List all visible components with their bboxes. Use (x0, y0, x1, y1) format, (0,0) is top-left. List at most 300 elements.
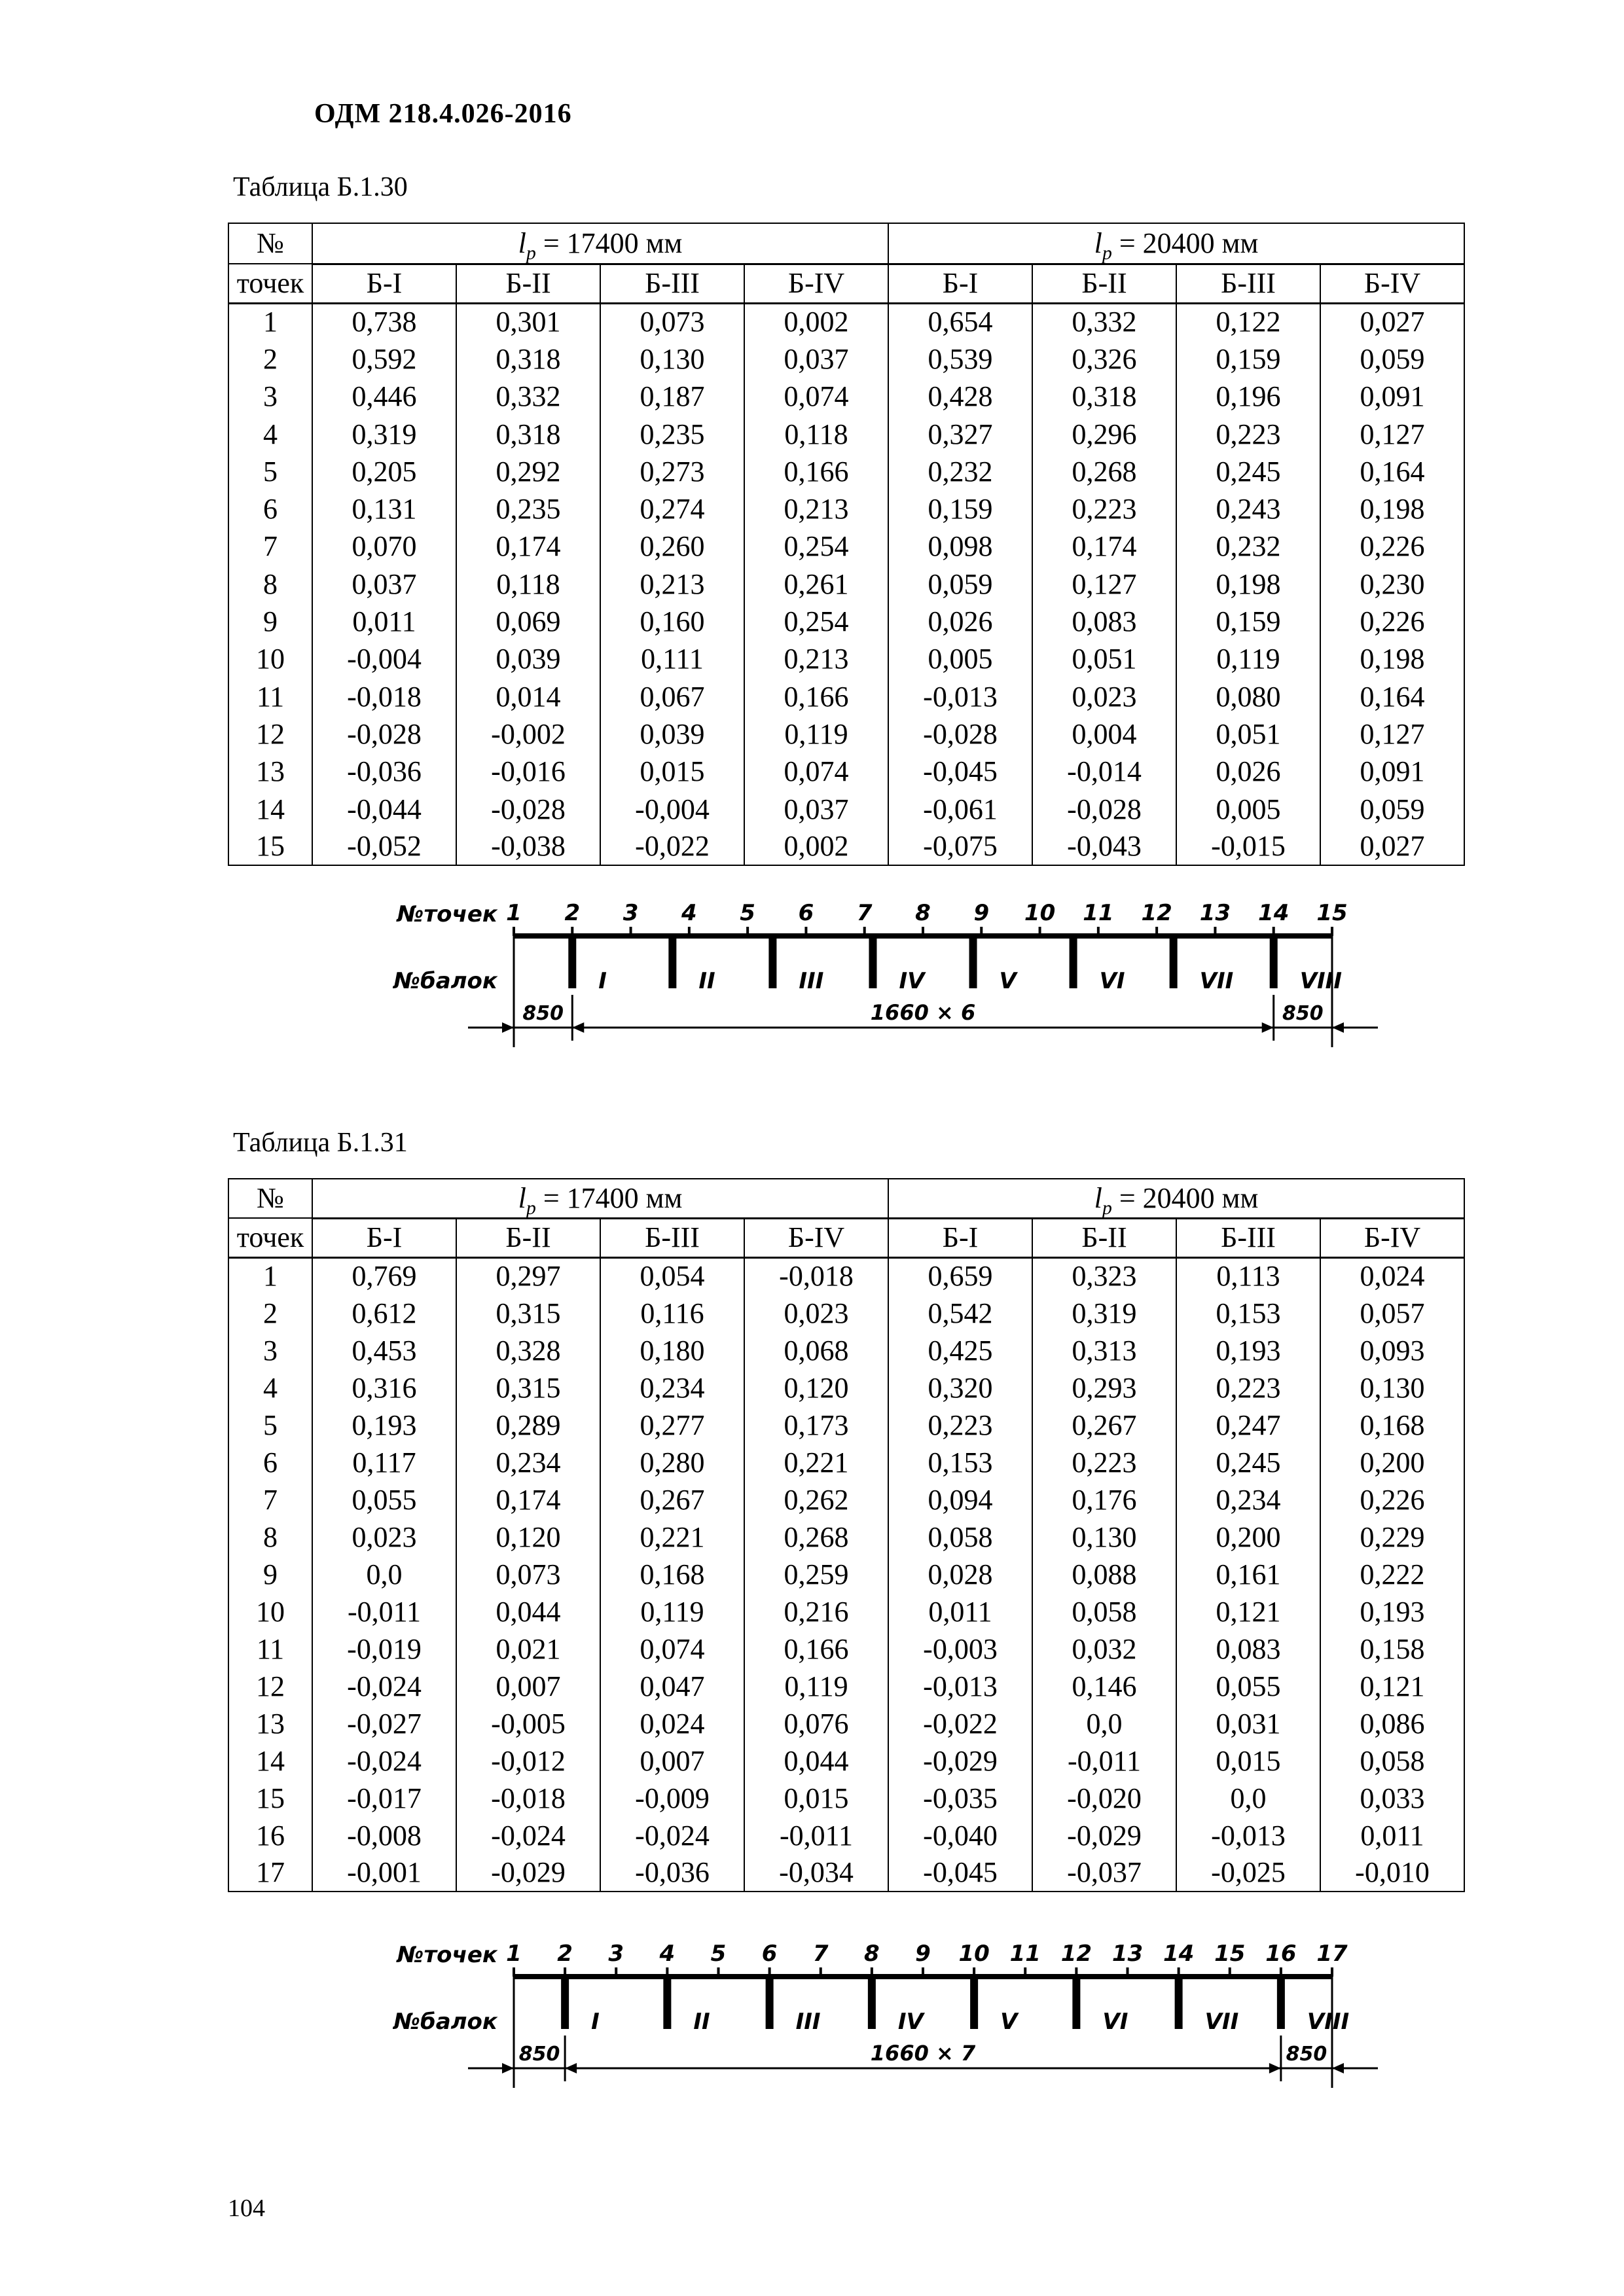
coefficient-cell: 0,044 (456, 1593, 600, 1630)
beam-number-label: VIII (1299, 968, 1342, 994)
coefficient-cell: -0,013 (888, 1668, 1032, 1705)
coefficient-cell: 0,119 (744, 715, 888, 753)
span-17400-header (312, 223, 888, 264)
coefficient-cell: 0,093 (1320, 1332, 1464, 1369)
table-row (228, 528, 1464, 565)
beam-mark (568, 936, 576, 988)
beam-mark (1072, 1977, 1080, 2029)
coefficient-cell: 0,153 (1176, 1295, 1320, 1332)
coefficient-cell: 0,127 (1320, 416, 1464, 453)
coefficient-cell: 0,297 (456, 1257, 600, 1295)
coefficient-cell: 0,0 (1176, 1780, 1320, 1817)
beam-number-label: V (999, 968, 1017, 994)
point-number-label: 12 (1060, 1941, 1092, 1967)
coefficient-cell: 0,292 (456, 453, 600, 490)
span-symbol: l (1094, 1181, 1102, 1214)
point-number-label: 15 (1214, 1941, 1246, 1967)
span-symbol: l (518, 226, 526, 259)
coefficient-cell: 0,223 (888, 1407, 1032, 1444)
table-row (228, 416, 1464, 453)
coefficient-cell: 0,221 (744, 1444, 888, 1481)
coefficient-cell: 0,0 (312, 1556, 456, 1593)
coefficient-cell: -0,011 (1032, 1742, 1176, 1780)
span-value: = 20400 мм (1111, 226, 1259, 259)
table-row (228, 1407, 1464, 1444)
coefficient-cell: 0,004 (1032, 715, 1176, 753)
dimension-arrow (565, 2063, 577, 2073)
coefficient-cell: 0,654 (888, 303, 1032, 340)
point-number-label: 2 (564, 900, 581, 926)
table-row (228, 641, 1464, 678)
point-number-label: 4 (659, 1941, 676, 1967)
point-number-label: 11 (1083, 900, 1114, 926)
point-number-cell: 7 (228, 528, 312, 565)
coefficient-cell: 0,021 (456, 1630, 600, 1668)
coefficient-cell: 0,058 (1032, 1593, 1176, 1630)
coefficient-cell: 0,091 (1320, 753, 1464, 791)
coefficient-cell: 0,193 (1176, 1332, 1320, 1369)
point-number-cell: 1 (228, 303, 312, 340)
coefficient-cell: 0,230 (1320, 565, 1464, 603)
point-number-label: 14 (1258, 900, 1290, 926)
coefficient-cell: 0,015 (744, 1780, 888, 1817)
coefficient-cell: 0,232 (1176, 528, 1320, 565)
coefficient-cell: 0,198 (1176, 565, 1320, 603)
point-number-cell: 12 (228, 715, 312, 753)
coefficient-cell: 0,074 (744, 753, 888, 791)
coefficient-cell: 0,453 (312, 1332, 456, 1369)
point-number-header: № (228, 1179, 312, 1218)
coefficient-cell: 0,083 (1176, 1630, 1320, 1668)
beam-number-label: III (799, 968, 824, 994)
coefficient-cell: -0,024 (312, 1668, 456, 1705)
beam-header: Б-III (1176, 264, 1320, 303)
coefficient-cell: 0,164 (1320, 453, 1464, 490)
point-number-label: 10 (1024, 900, 1056, 926)
coefficient-cell: -0,029 (1032, 1817, 1176, 1854)
coefficient-cell: 0,083 (1032, 603, 1176, 640)
coefficient-cell: 0,612 (312, 1295, 456, 1332)
coefficient-cell: 0,153 (888, 1444, 1032, 1481)
coefficient-cell: 0,037 (744, 340, 888, 378)
coefficient-cell: 0,234 (456, 1444, 600, 1481)
coefficient-cell: -0,040 (888, 1817, 1032, 1854)
point-number-cell: 11 (228, 678, 312, 715)
point-number-label: 7 (812, 1941, 829, 1967)
coefficient-cell: 0,054 (600, 1257, 744, 1295)
page-number: 104 (228, 2195, 265, 2222)
coefficient-cell: 0,226 (1320, 603, 1464, 640)
coefficient-cell: 0,058 (888, 1518, 1032, 1556)
table-row (228, 1630, 1464, 1668)
point-number-cell: 6 (228, 1444, 312, 1481)
coefficient-cell: 0,446 (312, 378, 456, 416)
coefficients-table (228, 1178, 1465, 1892)
span-subscript: p (1102, 242, 1112, 264)
coefficient-cell: 0,235 (456, 490, 600, 528)
coefficient-cell: 0,226 (1320, 1481, 1464, 1518)
coefficient-cell: 0,131 (312, 490, 456, 528)
coefficient-cell: 0,011 (312, 603, 456, 640)
table-caption: Таблица Б.1.30 (233, 172, 408, 202)
beams-row-label: №балок (393, 2009, 497, 2035)
points-header: точек (228, 264, 312, 303)
coefficient-cell: -0,029 (456, 1854, 600, 1892)
coefficient-cell: 0,259 (744, 1556, 888, 1593)
coefficient-cell: -0,036 (600, 1854, 744, 1892)
coefficient-cell: 0,002 (744, 828, 888, 865)
coefficient-cell: -0,011 (312, 1593, 456, 1630)
coefficient-cell: 0,328 (456, 1332, 600, 1369)
point-number-label: 16 (1265, 1941, 1297, 1967)
coefficient-cell: 0,280 (600, 1444, 744, 1481)
coefficient-cell: 0,037 (744, 791, 888, 828)
coefficient-cell: 0,058 (1320, 1742, 1464, 1780)
coefficient-cell: 0,223 (1032, 1444, 1176, 1481)
point-number-cell: 15 (228, 828, 312, 865)
table-row (228, 565, 1464, 603)
coefficient-cell: -0,019 (312, 1630, 456, 1668)
coefficient-cell: 0,200 (1176, 1518, 1320, 1556)
coefficient-cell: 0,313 (1032, 1332, 1176, 1369)
coefficient-cell: 0,069 (456, 603, 600, 640)
table-row (228, 1817, 1464, 1854)
table-row (228, 1854, 1464, 1892)
table-row (228, 1668, 1464, 1705)
coefficient-cell: 0,174 (456, 528, 600, 565)
span-17400-header (312, 1179, 888, 1218)
table-row (228, 1257, 1464, 1295)
beam-mark (768, 936, 776, 988)
coefficient-cell: 0,118 (456, 565, 600, 603)
coefficient-cell: 0,051 (1032, 641, 1176, 678)
beam-header: Б-IV (1320, 264, 1464, 303)
beam-header: Б-II (456, 1218, 600, 1257)
span-value: = 20400 мм (1111, 1181, 1259, 1214)
beam-header: Б-IV (1320, 1218, 1464, 1257)
point-number-label: 11 (1009, 1941, 1041, 1967)
coefficient-cell: 0,015 (1176, 1742, 1320, 1780)
coefficient-cell: -0,052 (312, 828, 456, 865)
coefficient-cell: 0,326 (1032, 340, 1176, 378)
point-number-cell: 2 (228, 1295, 312, 1332)
beam-layout-diagram (393, 1937, 1388, 2134)
coefficient-cell: -0,034 (744, 1854, 888, 1892)
point-number-label: 6 (798, 900, 814, 926)
point-number-label: 5 (710, 1941, 727, 1967)
coefficient-cell: 0,226 (1320, 528, 1464, 565)
coefficient-cell: 0,180 (600, 1332, 744, 1369)
table-row (228, 715, 1464, 753)
point-number-cell: 15 (228, 1780, 312, 1817)
coefficient-cell: 0,332 (456, 378, 600, 416)
coefficient-cell: 0,007 (600, 1742, 744, 1780)
coefficient-cell: 0,068 (744, 1332, 888, 1369)
point-number-label: 3 (608, 1941, 624, 1967)
beam-number-label: VII (1204, 2009, 1239, 2035)
coefficient-cell: 0,769 (312, 1257, 456, 1295)
point-number-cell: 6 (228, 490, 312, 528)
coefficient-cell: -0,024 (600, 1817, 744, 1854)
coefficient-cell: 0,146 (1032, 1668, 1176, 1705)
table-row (228, 1556, 1464, 1593)
beam-header: Б-I (888, 264, 1032, 303)
coefficient-cell: 0,332 (1032, 303, 1176, 340)
coefficient-cell: -0,061 (888, 791, 1032, 828)
coefficient-cell: 0,015 (600, 753, 744, 791)
table-row (228, 1369, 1464, 1407)
point-number-label: 3 (623, 900, 639, 926)
beams-row-label: №балок (393, 968, 497, 994)
coefficient-cell: 0,023 (312, 1518, 456, 1556)
coefficient-cell: -0,028 (312, 715, 456, 753)
coefficient-cell: 0,074 (600, 1630, 744, 1668)
points-header: точек (228, 1218, 312, 1257)
point-number-cell: 5 (228, 453, 312, 490)
coefficient-cell: -0,029 (888, 1742, 1032, 1780)
coefficient-cell: 0,277 (600, 1407, 744, 1444)
beam-header: Б-II (1032, 264, 1176, 303)
coefficient-cell: 0,080 (1176, 678, 1320, 715)
coefficient-cell: -0,018 (312, 678, 456, 715)
table-row (228, 1742, 1464, 1780)
coefficient-cell: 0,120 (744, 1369, 888, 1407)
table-caption: Таблица Б.1.31 (233, 1128, 408, 1158)
point-number-cell: 1 (228, 1257, 312, 1295)
coefficient-cell: 0,166 (744, 1630, 888, 1668)
beam-mark (663, 1977, 671, 2029)
coefficient-cell: 0,005 (1176, 791, 1320, 828)
coefficient-cell: 0,057 (1320, 1295, 1464, 1332)
coefficient-cell: -0,001 (312, 1854, 456, 1892)
point-number-cell: 17 (228, 1854, 312, 1892)
coefficient-cell: 0,055 (1176, 1668, 1320, 1705)
coefficient-cell: 0,086 (1320, 1705, 1464, 1742)
table-row (228, 753, 1464, 791)
coefficient-cell: 0,028 (888, 1556, 1032, 1593)
beam-mark (561, 1977, 569, 2029)
coefficient-cell: 0,027 (1320, 303, 1464, 340)
table-row (228, 490, 1464, 528)
table-row (228, 1295, 1464, 1332)
coefficient-cell: 0,260 (600, 528, 744, 565)
coefficient-cell: -0,015 (1176, 828, 1320, 865)
table-row (228, 453, 1464, 490)
coefficient-cell: 0,098 (888, 528, 1032, 565)
coefficient-cell: 0,187 (600, 378, 744, 416)
coefficient-cell: 0,051 (1176, 715, 1320, 753)
coefficient-cell: 0,166 (744, 678, 888, 715)
point-number-cell: 12 (228, 1668, 312, 1705)
coefficient-cell: 0,428 (888, 378, 1032, 416)
coefficient-cell: 0,198 (1320, 490, 1464, 528)
coefficient-cell: 0,120 (456, 1518, 600, 1556)
coefficient-cell: 0,024 (600, 1705, 744, 1742)
coefficient-cell: 0,158 (1320, 1630, 1464, 1668)
coefficient-cell: 0,117 (312, 1444, 456, 1481)
beam-header: Б-III (1176, 1218, 1320, 1257)
coefficient-cell: 0,002 (744, 303, 888, 340)
coefficient-cell: 0,161 (1176, 1556, 1320, 1593)
coefficient-cell: -0,024 (456, 1817, 600, 1854)
coefficient-cell: -0,045 (888, 753, 1032, 791)
beam-mark (868, 1977, 876, 2029)
coefficient-cell: 0,119 (600, 1593, 744, 1630)
point-number-cell: 13 (228, 753, 312, 791)
point-number-label: 9 (915, 1941, 931, 1967)
table-row (228, 1332, 1464, 1369)
point-number-label: 8 (915, 900, 931, 926)
beam-mark (969, 936, 977, 988)
coefficient-cell: 0,033 (1320, 1780, 1464, 1817)
coefficient-cell: -0,027 (312, 1705, 456, 1742)
coefficient-cell: -0,004 (600, 791, 744, 828)
coefficient-cell: 0,245 (1176, 1444, 1320, 1481)
span-symbol: l (518, 1181, 526, 1214)
point-number-cell: 4 (228, 1369, 312, 1407)
coefficient-cell: 0,059 (888, 565, 1032, 603)
coefficient-cell: 0,0 (1032, 1705, 1176, 1742)
point-number-label: 13 (1199, 900, 1231, 926)
point-number-label: 15 (1316, 900, 1348, 926)
coefficient-cell: 0,076 (744, 1705, 888, 1742)
coefficient-cell: 0,014 (456, 678, 600, 715)
coefficient-cell: -0,028 (888, 715, 1032, 753)
coefficient-cell: 0,213 (744, 641, 888, 678)
point-number-label: 9 (973, 900, 990, 926)
point-number-cell: 4 (228, 416, 312, 453)
coefficient-cell: -0,022 (600, 828, 744, 865)
coefficient-cell: 0,168 (1320, 1407, 1464, 1444)
coefficient-cell: 0,122 (1176, 303, 1320, 340)
coefficient-cell: -0,020 (1032, 1780, 1176, 1817)
dimension-edge-left: 850 (522, 1002, 564, 1025)
coefficient-cell: -0,038 (456, 828, 600, 865)
beam-mark (970, 1977, 978, 2029)
coefficient-cell: 0,027 (1320, 828, 1464, 865)
coefficient-cell: 0,011 (1320, 1817, 1464, 1854)
coefficient-cell: 0,247 (1176, 1407, 1320, 1444)
coefficient-cell: 0,273 (600, 453, 744, 490)
point-number-cell: 2 (228, 340, 312, 378)
coefficient-cell: 0,319 (1032, 1295, 1176, 1332)
coefficient-cell: 0,318 (456, 416, 600, 453)
coefficient-cell: 0,111 (600, 641, 744, 678)
coefficient-cell: 0,274 (600, 490, 744, 528)
point-number-cell: 8 (228, 1518, 312, 1556)
coefficient-cell: -0,008 (312, 1817, 456, 1854)
beam-number-label: II (698, 968, 715, 994)
coefficient-cell: -0,017 (312, 1780, 456, 1817)
coefficient-cell: 0,070 (312, 528, 456, 565)
beam-header: Б-IV (744, 264, 888, 303)
dimension-arrow (1262, 1022, 1274, 1033)
coefficient-cell: -0,075 (888, 828, 1032, 865)
coefficient-cell: 0,213 (600, 565, 744, 603)
coefficient-cell: 0,047 (600, 1668, 744, 1705)
coefficient-cell: -0,045 (888, 1854, 1032, 1892)
coefficient-cell: 0,216 (744, 1593, 888, 1630)
dimension-middle: 1660 × 7 (870, 2041, 976, 2066)
coefficient-cell: 0,232 (888, 453, 1032, 490)
coefficient-cell: 0,130 (1032, 1518, 1176, 1556)
coefficient-cell: 0,073 (600, 303, 744, 340)
point-number-label: 14 (1163, 1941, 1195, 1967)
point-number-cell: 16 (228, 1817, 312, 1854)
dimension-arrow (1269, 2063, 1281, 2073)
dimension-edge-right: 850 (1286, 2043, 1327, 2066)
coefficient-cell: 0,592 (312, 340, 456, 378)
beam-number-label: VI (1099, 968, 1125, 994)
beam-number-label: I (591, 2009, 600, 2035)
point-number-label: 17 (1316, 1941, 1348, 1967)
coefficient-cell: 0,059 (1320, 340, 1464, 378)
coefficient-cell: 0,235 (600, 416, 744, 453)
coefficient-cell: 0,023 (744, 1295, 888, 1332)
coefficient-cell: 0,223 (1176, 1369, 1320, 1407)
points-row-label: №точек (397, 1942, 497, 1968)
coefficient-cell: 0,196 (1176, 378, 1320, 416)
coefficient-cell: 0,007 (456, 1668, 600, 1705)
coefficient-cell: 0,222 (1320, 1556, 1464, 1593)
coefficient-cell: -0,028 (1032, 791, 1176, 828)
beam-mark (1070, 936, 1077, 988)
coefficient-cell: 0,119 (744, 1668, 888, 1705)
point-number-label: 7 (856, 900, 873, 926)
span-20400-header (888, 223, 1464, 264)
coefficient-cell: 0,059 (1320, 791, 1464, 828)
coefficient-cell: 0,044 (744, 1742, 888, 1780)
dimension-arrow (1332, 1022, 1344, 1033)
coefficient-cell: 0,074 (744, 378, 888, 416)
beam-header: Б-III (600, 264, 744, 303)
coefficient-cell: -0,018 (456, 1780, 600, 1817)
point-number-cell: 7 (228, 1481, 312, 1518)
beam-number-label: VII (1199, 968, 1234, 994)
beam-header: Б-III (600, 1218, 744, 1257)
point-number-cell: 14 (228, 1742, 312, 1780)
document-code: ОДМ 218.4.026-2016 (314, 99, 572, 129)
beam-header: Б-I (312, 264, 456, 303)
coefficient-cell: 0,118 (744, 416, 888, 453)
dimension-arrow (502, 2063, 514, 2073)
coefficient-cell: 0,119 (1176, 641, 1320, 678)
coefficient-cell: 0,026 (1176, 753, 1320, 791)
beam-header: Б-II (1032, 1218, 1176, 1257)
point-number-label: 1 (506, 1941, 522, 1967)
coefficient-cell: 0,073 (456, 1556, 600, 1593)
beam-header: Б-IV (744, 1218, 888, 1257)
coefficient-cell: 0,026 (888, 603, 1032, 640)
table-row (228, 1481, 1464, 1518)
point-number-cell: 10 (228, 1593, 312, 1630)
coefficient-cell: 0,327 (888, 416, 1032, 453)
beam-number-label: III (795, 2009, 821, 2035)
coefficient-cell: -0,003 (888, 1630, 1032, 1668)
coefficient-cell: 0,268 (1032, 453, 1176, 490)
coefficient-cell: -0,037 (1032, 1854, 1176, 1892)
coefficient-cell: 0,234 (600, 1369, 744, 1407)
span-symbol: l (1094, 226, 1102, 259)
coefficient-cell: 0,213 (744, 490, 888, 528)
table-row (228, 303, 1464, 340)
coefficient-cell: 0,234 (1176, 1481, 1320, 1518)
coefficient-cell: 0,011 (888, 1593, 1032, 1630)
point-number-cell: 3 (228, 378, 312, 416)
beam-number-label: IV (897, 2009, 924, 2035)
dimension-middle: 1660 × 6 (870, 1000, 976, 1025)
coefficient-cell: 0,032 (1032, 1630, 1176, 1668)
